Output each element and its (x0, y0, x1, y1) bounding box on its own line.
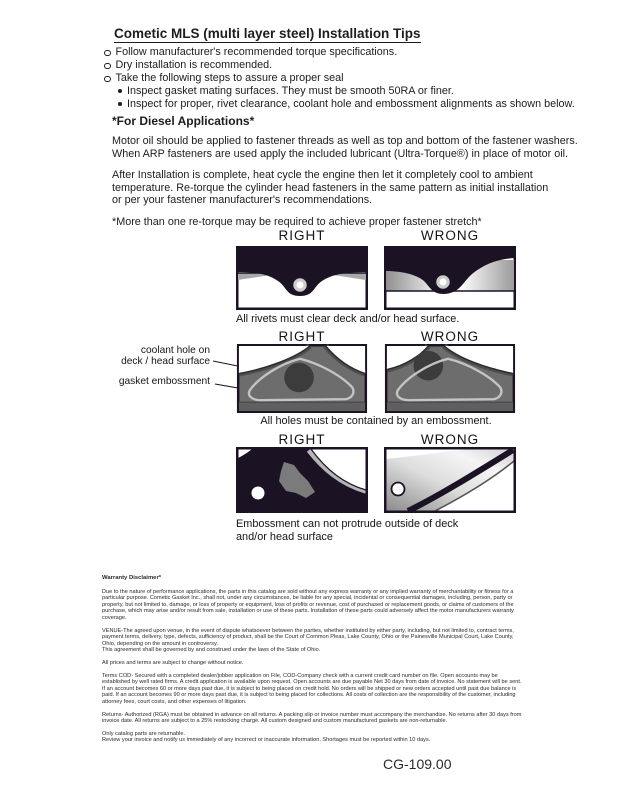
diagram-holes-wrong-panel (384, 344, 516, 413)
open-bullet-icon (104, 50, 111, 57)
diesel-para2-line: temperature. Re-torque the cylinder head fasteners in the same pattern as initial installation (112, 181, 549, 194)
installation-tips-list (104, 46, 575, 111)
row1-right-label: RIGHT (278, 228, 326, 243)
filled-bullet-icon (118, 89, 122, 93)
page-title: Cometic MLS (multi layer steel) Installation Tips (114, 26, 421, 41)
diagram-section (0, 225, 618, 560)
coolant-hole-icon (284, 363, 314, 393)
warranty-disclaimer-section (102, 575, 523, 750)
coolant-hole-label: coolant hole on deck / head surface (121, 345, 210, 367)
legal-paragraph: Due to the nature of performance applications, the parts in this catalog are sold without any express warranty or any implied warranty of merchantability or fitness for a particular purpose. Cometic Gasket Inc., shall not, under any circumstances, be liable for any special, incidental or consequential damages, including, person, party or property, but not limited to, damage, or loss of property or equipment, loss of profits or revenue, cost of purchased or replacement goods, or claims of customers of the purchase, which may arise and/or result from sale, installation or use of these parts. Installation of these parts could adversely affect the motor manufacturers warranty coverage. (102, 588, 514, 621)
rivets-caption: All rivets must clear deck and/or head surface. (236, 313, 460, 325)
retorque-note: *More than one re-torque may be required to achieve proper fastener stretch* (112, 215, 482, 228)
holes-caption: All holes must be contained by an embossment. (260, 415, 492, 427)
legal-paragraph: All prices and terms are subject to change without notice. (102, 659, 244, 666)
legal-paragraph: Terms COD- Secured with a completed dealer/jobber application on File, COD-Company check with a current credit card number on file. Open accounts may be established by well rated firms. A credit application is available upon request. Open accounts are due payable Net 30 days from date of invoice. No statement will be sent. If an account becomes 60 or more days past due, it is subject to being placed on credit hold. No orders will be shipped or new orders accepted until past due balance is paid. If an account becomes 90 or more days past due, it is subject to being placed for collections. All costs of collection are the responsibility of the customer, including attorney fees, court costs, and other expenses of litigation. (102, 672, 522, 705)
list-item (118, 98, 575, 111)
row2-wrong-label: WRONG (420, 329, 480, 344)
tip-text: Take the following steps to assure a proper seal (115, 72, 344, 84)
list-item (118, 85, 575, 98)
bolt-hole-icon (392, 483, 405, 496)
diesel-para1-line: When ARP fasteners are used apply the included lubricant (Ultra-Torque®) in place of motor oil. (112, 147, 569, 160)
diesel-heading: *For Diesel Applications* (112, 114, 255, 128)
row3-wrong-label: WRONG (420, 432, 480, 447)
legal-paragraph: Only catalog parts are returnable. (102, 730, 186, 737)
legal-paragraph: VENUE-The agreed upon venue, in the event of dispute whatsoever between the parties, whether instituted by either party, including, but not limited to, contract terms, payment terms, delivery, type, defects, sufficiency of product, shall be the Court of Common Pleas, Lake County, Ohio or the Painesville Municipal Court, Lake County, Ohio, depending on the amount in controversy. (102, 627, 514, 647)
row3-right-label: RIGHT (278, 432, 326, 447)
diesel-para2-line: or per your fastener manufacturer's recommendations. (112, 194, 373, 207)
gasket-embossment-label: gasket embossment (118, 376, 210, 387)
legal-paragraph: Review your invoice and notify us immediately of any incorrect or inaccurate information. Shortages must be reported within 10 days. (102, 737, 431, 744)
open-bullet-icon (104, 76, 111, 83)
tip-text: Follow manufacturer's recommended torque specifications. (115, 46, 398, 58)
tip-text: Dry installation is recommended. (115, 59, 273, 71)
tip-text: Inspect for proper, rivet clearance, coolant hole and embossment alignments as shown below. (127, 98, 575, 110)
diagram-embossment-right-panel (236, 447, 368, 513)
list-item (104, 46, 575, 59)
legal-paragraph: Returns- Authorized (RGA) must be obtained in advance on all returns. A packing slip or invoice number must accompany the merchandise. No returns after 30 days from invoice date. All returns are subject to a 25% restocking charge. All custom designed and custom manufactured gaskets are non-returnable. (102, 711, 522, 725)
diesel-para2-line: After Installation is complete, heat cycle the engine then let it completely cool to ambient (112, 169, 533, 182)
diesel-para1-line: Motor oil should be applied to fastener threads as well as top and bottom of the fastener washers. (112, 135, 578, 147)
warranty-heading: Warranty Disclaimer* (102, 575, 162, 581)
open-bullet-icon (104, 63, 111, 70)
filled-bullet-icon (118, 102, 122, 106)
diagram-holes-right-panel (236, 344, 368, 413)
legal-paragraph: This agreement shall be governed by and construed under the laws of the State of Ohio. (102, 647, 321, 654)
list-item (104, 72, 575, 85)
tip-text: Inspect gasket mating surfaces. They must be smooth 50RA or finer. (127, 85, 454, 97)
list-item (104, 59, 575, 72)
bolt-hole-icon (252, 487, 265, 500)
diagram-embossment-wrong-panel (384, 447, 516, 513)
row1-wrong-label: WRONG (420, 228, 480, 243)
embossment-caption: Embossment can not protrude outside of deck and/or head surface (236, 518, 459, 543)
diesel-applications-section (112, 114, 578, 229)
page-code: CG-109.00 (383, 756, 452, 772)
row2-right-label: RIGHT (278, 329, 326, 344)
